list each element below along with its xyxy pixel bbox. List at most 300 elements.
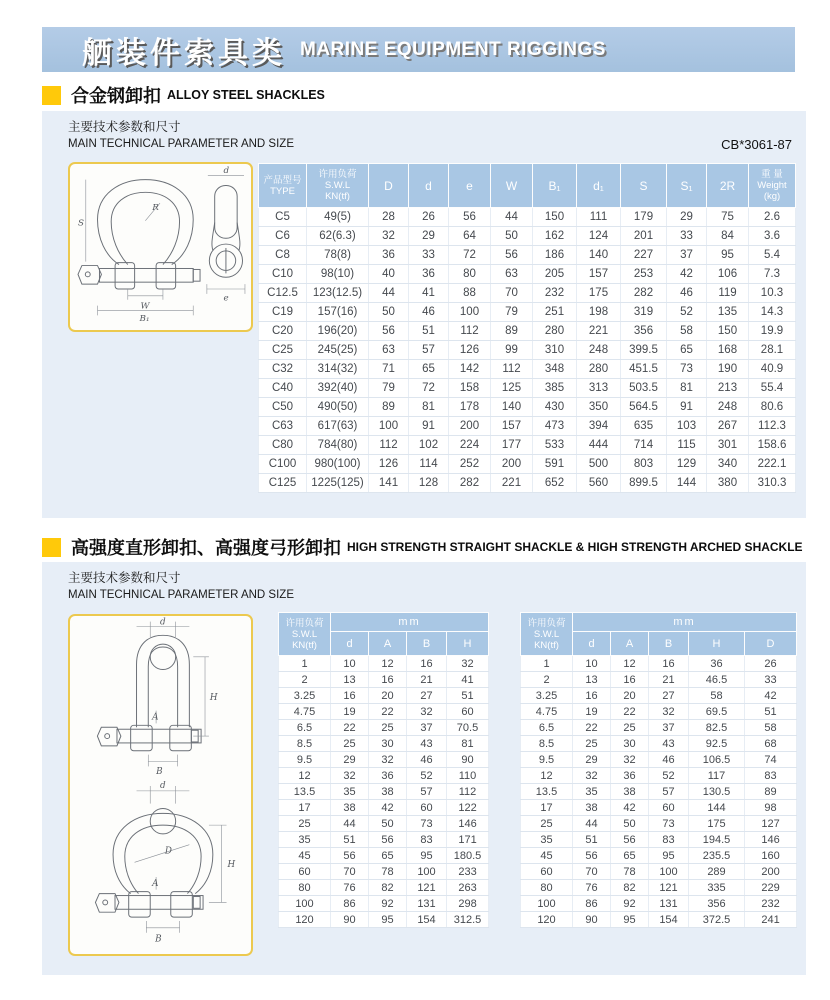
table-cell: 29: [331, 752, 369, 768]
table-cell: C5: [259, 208, 307, 227]
table-cell: 16: [331, 688, 369, 704]
table-cell: 162: [533, 227, 577, 246]
table-cell: 35: [573, 784, 611, 800]
table-row: [259, 417, 796, 436]
table-row: [521, 688, 797, 704]
table-cell: 178: [449, 398, 491, 417]
table-cell: 28.1: [749, 341, 796, 360]
table-cell: 29: [573, 752, 611, 768]
table-cell: 899.5: [621, 474, 667, 493]
table-cell: 124: [577, 227, 621, 246]
table-cell: 121: [649, 880, 689, 896]
table-cell: 2: [521, 672, 573, 688]
col-d1: d₁: [577, 164, 621, 208]
table-cell: 112: [449, 322, 491, 341]
dim-label: W: [140, 301, 150, 312]
table-cell: 16: [407, 656, 447, 672]
table-cell: 168: [707, 341, 749, 360]
table-cell: 177: [491, 436, 533, 455]
table-cell: 200: [449, 417, 491, 436]
table-cell: 252: [449, 455, 491, 474]
table-cell: 1: [521, 656, 573, 672]
table-row: [279, 880, 489, 896]
table-row: [259, 208, 796, 227]
table-cell: 32: [331, 768, 369, 784]
col-d: d: [409, 164, 449, 208]
table-cell: 32: [573, 768, 611, 784]
table-cell: 392(40): [307, 379, 369, 398]
table-cell: 89: [745, 784, 797, 800]
table-cell: 98: [745, 800, 797, 816]
col-e: e: [449, 164, 491, 208]
table-cell: 27: [649, 688, 689, 704]
page-title-zh: 舾装件索具类: [82, 36, 286, 70]
table-cell: 51: [331, 832, 369, 848]
table-cell: 69.5: [689, 704, 745, 720]
table-row: [279, 912, 489, 928]
table-cell: 194.5: [689, 832, 745, 848]
table-cell: 80: [279, 880, 331, 896]
table-cell: 83: [407, 832, 447, 848]
table-cell: 122: [447, 800, 489, 816]
table-cell: C6: [259, 227, 307, 246]
table-cell: C12.5: [259, 284, 307, 303]
table-cell: 980(100): [307, 455, 369, 474]
table-cell: 213: [707, 379, 749, 398]
table-row: [279, 896, 489, 912]
table-cell: 57: [649, 784, 689, 800]
table-row: [279, 768, 489, 784]
table-cell: 60: [447, 704, 489, 720]
table-cell: 248: [707, 398, 749, 417]
table-cell: 33: [667, 227, 707, 246]
table-cell: 36: [689, 656, 745, 672]
section1-param-label: 主要技术参数和尺寸 MAIN TECHNICAL PARAMETER AND SIZE: [68, 120, 294, 150]
table-cell: 635: [621, 417, 667, 436]
table-cell: 65: [369, 848, 407, 864]
table-row: [259, 246, 796, 265]
table-cell: 560: [577, 474, 621, 493]
page-banner: [42, 27, 795, 72]
table-cell: 43: [407, 736, 447, 752]
table-cell: 112: [369, 436, 409, 455]
table-cell: 385: [533, 379, 577, 398]
table-cell: 60: [521, 864, 573, 880]
table-cell: 83: [649, 832, 689, 848]
table-cell: 22: [573, 720, 611, 736]
table-row: [521, 672, 797, 688]
table-cell: 319: [621, 303, 667, 322]
table-cell: 142: [449, 360, 491, 379]
section2-title-zh: 高强度直形卸扣、高强度弓形卸扣: [71, 538, 341, 558]
table-cell: C125: [259, 474, 307, 493]
table-cell: 81: [447, 736, 489, 752]
table-cell: 72: [449, 246, 491, 265]
table-cell: 60: [279, 864, 331, 880]
table-cell: 98(10): [307, 265, 369, 284]
table-cell: 9.5: [521, 752, 573, 768]
table-cell: 129: [667, 455, 707, 474]
table-cell: 32: [649, 704, 689, 720]
table-cell: 200: [745, 864, 797, 880]
section1-title-en: ALLOY STEEL SHACKLES: [167, 88, 325, 102]
table-row: [259, 436, 796, 455]
table-cell: 617(63): [307, 417, 369, 436]
section1-heading: [42, 84, 325, 106]
table-cell: 35: [331, 784, 369, 800]
section2-title-en: HIGH STRENGTH STRAIGHT SHACKLE & HIGH STRENGTH ARCHED SHACKLE: [347, 540, 803, 554]
table-cell: 128: [409, 474, 449, 493]
table-cell: 44: [369, 284, 409, 303]
table-cell: 564.5: [621, 398, 667, 417]
table-cell: 46: [407, 752, 447, 768]
dim-label: H: [209, 692, 218, 703]
table-cell: 46: [667, 284, 707, 303]
table-row: [521, 864, 797, 880]
table-row: [279, 736, 489, 752]
dim-label: A: [152, 878, 159, 889]
table-cell: 100: [521, 896, 573, 912]
table-cell: 196(20): [307, 322, 369, 341]
table-cell: 63: [369, 341, 409, 360]
table-cell: 313: [577, 379, 621, 398]
table-cell: 95: [369, 912, 407, 928]
table-cell: 80: [521, 880, 573, 896]
table-cell: 2.6: [749, 208, 796, 227]
table-cell: C25: [259, 341, 307, 360]
table-cell: 8.5: [279, 736, 331, 752]
table-row: [279, 752, 489, 768]
table-cell: 92.5: [689, 736, 745, 752]
col-d: d: [573, 632, 611, 656]
table-cell: 314(32): [307, 360, 369, 379]
table-cell: 221: [577, 322, 621, 341]
table-cell: 241: [745, 912, 797, 928]
table-cell: 120: [521, 912, 573, 928]
table-cell: 56: [331, 848, 369, 864]
table-cell: 17: [521, 800, 573, 816]
table-cell: 78(8): [307, 246, 369, 265]
table-cell: 84: [707, 227, 749, 246]
table-cell: 46.5: [689, 672, 745, 688]
unit-header: mm: [331, 613, 489, 632]
table-cell: 356: [621, 322, 667, 341]
table-cell: 380: [707, 474, 749, 493]
table-cell: 56: [369, 832, 407, 848]
table-cell: 289: [689, 864, 745, 880]
table-cell: 6.5: [521, 720, 573, 736]
table-cell: 86: [331, 896, 369, 912]
table-cell: C32: [259, 360, 307, 379]
col-A: A: [369, 632, 407, 656]
table-cell: 25: [611, 720, 649, 736]
table-cell: 21: [649, 672, 689, 688]
table-cell: 60: [407, 800, 447, 816]
table-cell: 78: [611, 864, 649, 880]
table-cell: 56: [573, 848, 611, 864]
table-header: [279, 613, 489, 656]
table-cell: 117: [689, 768, 745, 784]
table-cell: 76: [573, 880, 611, 896]
table-cell: 32: [369, 227, 409, 246]
table-cell: 121: [407, 880, 447, 896]
table-cell: 3.6: [749, 227, 796, 246]
table-row: [259, 284, 796, 303]
dim-label: d: [160, 617, 166, 628]
dim-label: D: [164, 846, 172, 857]
table-row: [279, 864, 489, 880]
col-D: D: [369, 164, 409, 208]
table-cell: 49(5): [307, 208, 369, 227]
col-S: S: [621, 164, 667, 208]
table-cell: 73: [407, 816, 447, 832]
table-cell: 32: [369, 752, 407, 768]
col-d: d: [331, 632, 369, 656]
alloy-shackle-table: [258, 163, 796, 493]
table-cell: 784(80): [307, 436, 369, 455]
table-cell: 100: [449, 303, 491, 322]
table-cell: 4.75: [279, 704, 331, 720]
col-H: H: [447, 632, 489, 656]
table-cell: 111: [577, 208, 621, 227]
yellow-bullet-icon: [42, 86, 61, 105]
table-cell: 280: [533, 322, 577, 341]
table-row: [279, 832, 489, 848]
table-cell: 51: [409, 322, 449, 341]
table-cell: 6.5: [279, 720, 331, 736]
table-cell: 180.5: [447, 848, 489, 864]
table-cell: 50: [491, 227, 533, 246]
table-cell: 46: [649, 752, 689, 768]
dim-label: A: [152, 712, 159, 723]
col-weight: 重 量 Weight (kg): [749, 164, 796, 208]
table-cell: 28: [369, 208, 409, 227]
table-cell: 160: [745, 848, 797, 864]
table-cell: 126: [449, 341, 491, 360]
table-cell: 503.5: [621, 379, 667, 398]
table-cell: 30: [369, 736, 407, 752]
dim-label: B: [156, 767, 163, 778]
table-body: [521, 656, 797, 928]
table-cell: 235.5: [689, 848, 745, 864]
table-cell: 52: [407, 768, 447, 784]
table-row: [279, 688, 489, 704]
table-cell: 82: [369, 880, 407, 896]
table-cell: 20: [369, 688, 407, 704]
table-cell: 175: [689, 816, 745, 832]
table-cell: 224: [449, 436, 491, 455]
table-cell: 30: [611, 736, 649, 752]
straight-and-arched-shackle-drawing-icon: [70, 616, 251, 954]
table-cell: 44: [573, 816, 611, 832]
table-cell: 150: [533, 208, 577, 227]
table-cell: 16: [611, 672, 649, 688]
table-cell: 348: [533, 360, 577, 379]
table-cell: 62(6.3): [307, 227, 369, 246]
table-cell: 12: [369, 656, 407, 672]
col-type: 产品型号 TYPE: [259, 164, 307, 208]
table-cell: 42: [611, 800, 649, 816]
table-cell: 179: [621, 208, 667, 227]
arched-shackle-table: [520, 612, 797, 928]
section1-title-zh: 合金钢卸扣: [71, 86, 161, 106]
table-cell: 42: [369, 800, 407, 816]
table-cell: 57: [407, 784, 447, 800]
table-cell: 17: [279, 800, 331, 816]
table-cell: 205: [533, 265, 577, 284]
table-cell: 154: [649, 912, 689, 928]
table-cell: 82.5: [689, 720, 745, 736]
table-cell: 251: [533, 303, 577, 322]
table-cell: 78: [369, 864, 407, 880]
table-cell: 42: [667, 265, 707, 284]
table-cell: 340: [707, 455, 749, 474]
table-cell: 36: [369, 246, 409, 265]
table-cell: 7.3: [749, 265, 796, 284]
table-cell: 51: [745, 704, 797, 720]
table-cell: 35: [521, 832, 573, 848]
dim-label: B: [155, 934, 162, 945]
table-cell: 399.5: [621, 341, 667, 360]
table-cell: 32: [611, 752, 649, 768]
table-cell: 103: [667, 417, 707, 436]
table-cell: 10: [573, 656, 611, 672]
table-cell: 92: [611, 896, 649, 912]
table-cell: 119: [707, 284, 749, 303]
table-cell: 1: [279, 656, 331, 672]
table-cell: 263: [447, 880, 489, 896]
table-cell: 52: [649, 768, 689, 784]
table-cell: 58: [667, 322, 707, 341]
table-cell: 70: [331, 864, 369, 880]
table-cell: 9.5: [279, 752, 331, 768]
col-B1: B₁: [533, 164, 577, 208]
table-cell: 3.25: [521, 688, 573, 704]
unit-header: mm: [573, 613, 797, 632]
table-cell: 233: [447, 864, 489, 880]
table-cell: 64: [449, 227, 491, 246]
table-cell: 4.75: [521, 704, 573, 720]
table-row: [279, 672, 489, 688]
table-cell: 80.6: [749, 398, 796, 417]
table-cell: 3.25: [279, 688, 331, 704]
table-cell: 131: [407, 896, 447, 912]
table-cell: 130.5: [689, 784, 745, 800]
table-cell: 90: [331, 912, 369, 928]
table-cell: 13: [573, 672, 611, 688]
dim-label: d: [160, 780, 166, 791]
table-cell: 70: [491, 284, 533, 303]
table-cell: 35: [279, 832, 331, 848]
table-cell: 190: [707, 360, 749, 379]
table-cell: 99: [491, 341, 533, 360]
table-cell: 282: [449, 474, 491, 493]
table-cell: 430: [533, 398, 577, 417]
table-cell: 65: [611, 848, 649, 864]
table-cell: 100: [407, 864, 447, 880]
table-cell: 83: [745, 768, 797, 784]
section2-heading: [42, 536, 803, 558]
table-cell: 38: [611, 784, 649, 800]
table-cell: 312.5: [447, 912, 489, 928]
table-cell: 106.5: [689, 752, 745, 768]
table-cell: 150: [707, 322, 749, 341]
table-cell: 50: [369, 816, 407, 832]
table-cell: 146: [447, 816, 489, 832]
table-cell: 8.5: [521, 736, 573, 752]
table-cell: 100: [649, 864, 689, 880]
table-cell: 22: [331, 720, 369, 736]
table-cell: 46: [409, 303, 449, 322]
table-cell: 56: [369, 322, 409, 341]
table-cell: 473: [533, 417, 577, 436]
table-cell: 95: [707, 246, 749, 265]
table-cell: C80: [259, 436, 307, 455]
table-cell: 12: [611, 656, 649, 672]
table-row: [521, 656, 797, 672]
table-cell: 500: [577, 455, 621, 474]
table-cell: 5.4: [749, 246, 796, 265]
table-cell: 68: [745, 736, 797, 752]
table-row: [521, 816, 797, 832]
table-cell: C40: [259, 379, 307, 398]
table-cell: 41: [409, 284, 449, 303]
table-cell: 120: [279, 912, 331, 928]
table-cell: 95: [649, 848, 689, 864]
table-cell: 76: [331, 880, 369, 896]
table-row: [259, 341, 796, 360]
table-row: [521, 848, 797, 864]
table-cell: 127: [745, 816, 797, 832]
table-cell: 175: [577, 284, 621, 303]
table-cell: 79: [369, 379, 409, 398]
table-row: [279, 720, 489, 736]
table-cell: 16: [369, 672, 407, 688]
table-cell: 29: [667, 208, 707, 227]
table-cell: 95: [611, 912, 649, 928]
table-cell: 56: [611, 832, 649, 848]
dim-label: d: [223, 165, 230, 176]
table-cell: 19: [331, 704, 369, 720]
table-cell: 10: [331, 656, 369, 672]
table-cell: 50: [369, 303, 409, 322]
table-row: [259, 474, 796, 493]
table-cell: 89: [491, 322, 533, 341]
table-cell: 110: [447, 768, 489, 784]
table-cell: 32: [407, 704, 447, 720]
table-cell: C10: [259, 265, 307, 284]
table-cell: 26: [409, 208, 449, 227]
table-cell: 43: [649, 736, 689, 752]
table-cell: 200: [491, 455, 533, 474]
dim-label: R: [152, 202, 159, 213]
table-cell: 36: [409, 265, 449, 284]
table-cell: 37: [407, 720, 447, 736]
table-cell: 81: [667, 379, 707, 398]
table-row: [279, 784, 489, 800]
table-row: [521, 768, 797, 784]
table-cell: 248: [577, 341, 621, 360]
table-cell: 126: [369, 455, 409, 474]
table-cell: 10.3: [749, 284, 796, 303]
table-cell: 144: [689, 800, 745, 816]
table-cell: 16: [649, 656, 689, 672]
table-cell: 198: [577, 303, 621, 322]
table-row: [279, 704, 489, 720]
table-cell: 253: [621, 265, 667, 284]
table-cell: 71: [369, 360, 409, 379]
table-cell: 91: [667, 398, 707, 417]
